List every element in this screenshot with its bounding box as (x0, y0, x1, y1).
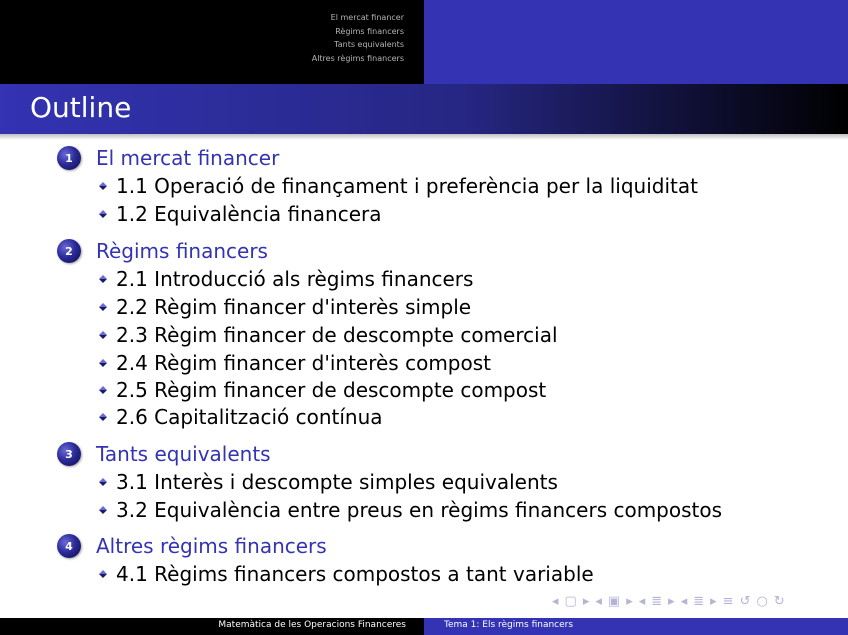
outline-section-1[interactable] (57, 145, 279, 171)
nav-frame-icon[interactable]: ▢ (564, 594, 577, 609)
outline-subsection[interactable] (96, 404, 383, 430)
nav-forward-icon[interactable]: ↻ (773, 594, 785, 609)
footer-topic-title: Tema 1: Els règims financers (444, 620, 574, 630)
subsection-title[interactable]: 2.3 Règim financer de descompte comercial (116, 323, 558, 347)
nav-section-icon[interactable]: ≣ (651, 594, 663, 609)
outline-subsection[interactable] (96, 469, 558, 495)
nav-back-icon[interactable]: ↺ (739, 594, 751, 609)
footer-right-panel (424, 618, 848, 635)
arrow-bullet-icon (96, 328, 110, 342)
subsection-title[interactable]: 2.6 Capitalització contínua (116, 405, 383, 429)
nav-section-prev-icon[interactable]: ◂ (638, 594, 646, 609)
arrow-bullet-icon (96, 356, 110, 370)
header-nav-item[interactable]: Altres règims financers (311, 53, 404, 63)
subsection-title[interactable]: 4.1 Règims financers compostos a tant variable (116, 562, 594, 586)
section-number-ball: 4 (57, 534, 81, 558)
section-title[interactable]: Altres règims financers (96, 534, 327, 558)
nav-doc-prev-icon[interactable]: ◂ (680, 594, 688, 609)
nav-search-icon[interactable]: ○ (756, 594, 768, 609)
section-title[interactable]: El mercat financer (96, 146, 280, 170)
arrow-bullet-icon (96, 207, 110, 221)
header-nav-item[interactable]: Règims financers (335, 26, 404, 36)
outline-subsection[interactable] (96, 294, 471, 320)
subsection-title[interactable]: 1.2 Equivalència financera (116, 202, 382, 226)
nav-section-next-icon[interactable]: ▸ (668, 594, 675, 609)
subsection-title[interactable]: 3.2 Equivalència entre preus en règims financers compostos (116, 498, 723, 522)
section-number-ball: 2 (57, 239, 81, 263)
nav-frame-next-icon[interactable]: ▸ (582, 594, 590, 609)
outline-subsection[interactable] (96, 322, 558, 348)
nav-doc-next-icon[interactable]: ▸ (710, 594, 717, 609)
outline-subsection[interactable] (96, 201, 382, 227)
outline-subsection[interactable] (96, 377, 546, 403)
arrow-bullet-icon (96, 300, 110, 314)
navigation-symbols (552, 594, 785, 610)
subsection-title[interactable]: 2.1 Introducció als règims financers (116, 267, 474, 291)
nav-appendix-icon[interactable]: ≡ (722, 594, 734, 609)
header-nav-item[interactable]: Tants equivalents (334, 40, 404, 49)
outline-section-4[interactable] (57, 533, 327, 559)
subsection-title[interactable]: 2.2 Règim financer d'interès simple (116, 295, 472, 319)
nav-subsection-prev-icon[interactable]: ◂ (595, 594, 602, 609)
arrow-bullet-icon (96, 383, 110, 397)
outline-subsection[interactable] (96, 173, 698, 199)
section-title[interactable]: Tants equivalents (96, 442, 271, 466)
arrow-bullet-icon (96, 272, 110, 286)
header-nav-item[interactable]: El mercat financer (330, 13, 404, 22)
outline-subsection[interactable] (96, 497, 722, 523)
outline-section-3[interactable] (57, 441, 271, 467)
nav-doc-icon[interactable]: ≣ (693, 594, 705, 609)
subsection-title[interactable]: 2.5 Règim financer de descompte compost (116, 378, 547, 402)
section-number-ball: 1 (57, 146, 81, 170)
arrow-bullet-icon (96, 179, 110, 193)
arrow-bullet-icon (96, 410, 110, 424)
outline-subsection[interactable] (96, 350, 491, 376)
section-number-ball: 3 (57, 442, 81, 466)
subsection-title[interactable]: 2.4 Règim financer d'interès compost (116, 351, 491, 375)
arrow-bullet-icon (96, 567, 110, 581)
arrow-bullet-icon (96, 503, 110, 517)
subsection-title[interactable]: 3.1 Interès i descompte simples equivalents (116, 470, 558, 494)
footer-course-title: Matemàtica de les Operacions Financeres (218, 620, 406, 630)
frame-title: Outline (30, 91, 132, 124)
arrow-bullet-icon (96, 475, 110, 489)
section-title[interactable]: Règims financers (96, 239, 268, 263)
outline-section-2[interactable] (57, 238, 268, 264)
footer-left-panel (0, 618, 424, 635)
outline-subsection[interactable] (96, 266, 473, 292)
subsection-title[interactable]: 1.1 Operació de finançament i preferència per la liquiditat (116, 174, 698, 198)
nav-subsection-icon[interactable]: ▣ (607, 594, 621, 609)
nav-subsection-next-icon[interactable]: ▸ (626, 594, 633, 609)
outline-subsection[interactable] (96, 561, 594, 587)
nav-frame-prev-icon[interactable]: ◂ (552, 594, 559, 609)
